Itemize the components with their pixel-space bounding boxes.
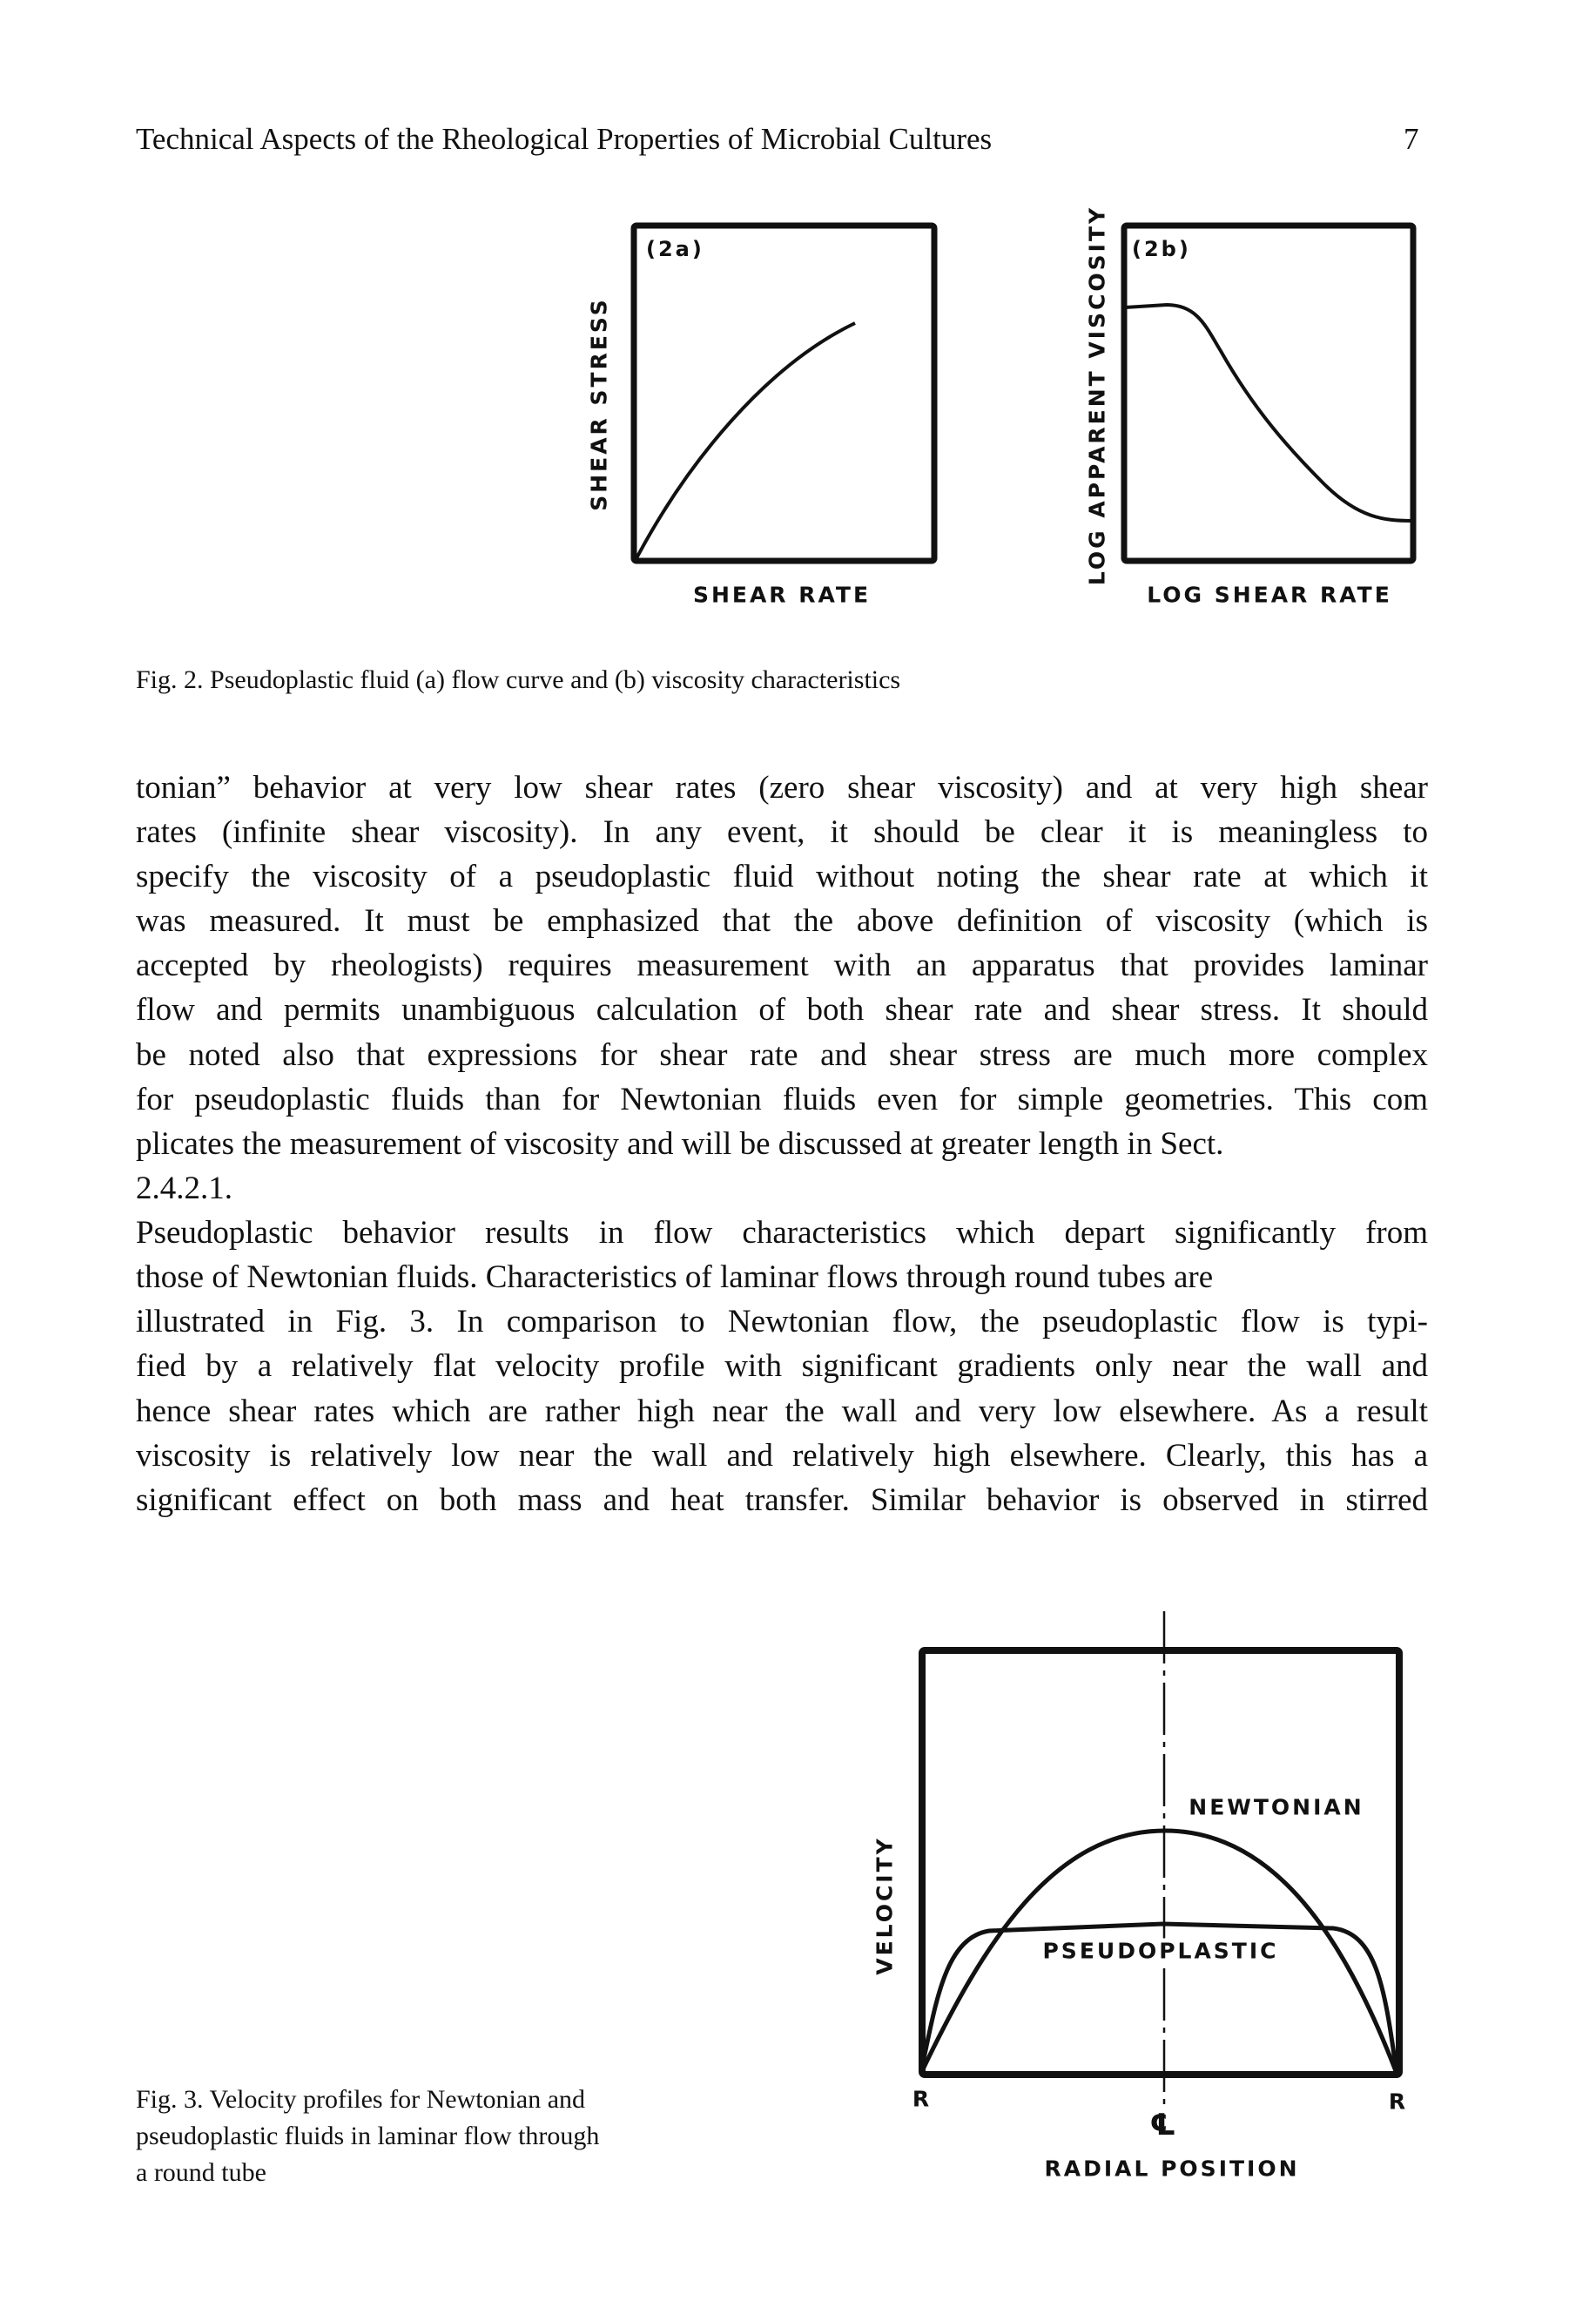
fig2-caption: Fig. 2. Pseudoplastic fluid (a) flow curve and (b) viscosity characteristics: [136, 665, 901, 694]
fig3-centerline-symbol: ℄: [1149, 2108, 1179, 2142]
text-line: was measured. It must be emphasized that the above definition of viscosity (which is: [136, 903, 1428, 939]
fig2a-y-axis-label: SHEAR STRESS: [586, 297, 612, 511]
fig2b-viscosity-curve: [1125, 305, 1412, 521]
fig3-right-r-label: R: [1388, 2088, 1409, 2115]
text-line: accepted by rheologists) requires measurement with an apparatus that provides laminar: [136, 948, 1428, 983]
text-line: illustrated in Fig. 3. In comparison to Newtonian flow, the pseudoplastic flow is typi-: [136, 1304, 1428, 1339]
running-title: Technical Aspects of the Rheological Properties of Microbial Cultures: [136, 122, 993, 156]
fig2a-x-axis-label: SHEAR RATE: [692, 582, 872, 608]
fig3-pseudoplastic-label: PSEUDOPLASTIC: [1039, 1939, 1282, 1964]
fig3-caption: [136, 2082, 599, 2191]
fig2a-panel-label: (2a): [646, 237, 704, 261]
figure-3: [922, 1611, 1399, 2139]
fig2b-y-axis-label: LOG APPARENT VISCOSITY: [1084, 205, 1110, 586]
text-line: Pseudoplastic behavior results in flow characteristics which depart significantly from: [136, 1215, 1428, 1251]
fig2b-panel-label: (2b): [1132, 237, 1191, 261]
text-line: significant effect on both mass and heat transfer. Similar behavior is observed in stirred: [136, 1482, 1428, 1518]
text-line: viscosity is relatively low near the wall and relatively high elsewhere. Clearly, this has a: [136, 1438, 1428, 1474]
page-number: 7: [1404, 122, 1419, 156]
fig3-caption-line: a round tube: [136, 2158, 266, 2187]
fig2b-frame: [1124, 226, 1413, 561]
fig3-x-axis-label: RADIAL POSITION: [1044, 2156, 1300, 2182]
fig2b-x-axis-label: LOG SHEAR RATE: [1147, 582, 1392, 608]
text-line: be noted also that expressions for shear rate and shear stress are much more complex: [136, 1037, 1428, 1073]
fig3-frame: [922, 1650, 1399, 2075]
fig3-newtonian-label: NEWTONIAN: [1189, 1794, 1364, 1820]
fig2a-flow-curve: [636, 323, 855, 558]
text-line: specify the viscosity of a pseudoplastic fluid without noting the shear rate at which it: [136, 859, 1428, 894]
fig3-left-r-label: R: [912, 2086, 933, 2112]
text-line: tonian” behavior at very low shear rates (zero shear viscosity) and at very high shear: [136, 770, 1428, 806]
text-line: those of Newtonian fluids. Characteristics of laminar flows through round tubes are: [136, 1259, 1214, 1295]
figure-2a: [634, 226, 934, 561]
text-line: flow and permits unambiguous calculation of both shear rate and shear stress. It should: [136, 992, 1428, 1028]
text-line: 2.4.2.1.: [136, 1171, 232, 1206]
fig3-caption-line: pseudoplastic fluids in laminar flow through: [136, 2122, 600, 2150]
fig3-caption-line: Fig. 3. Velocity profiles for Newtonian and: [136, 2085, 586, 2114]
text-line: hence shear rates which are rather high near the wall and very low elsewhere. As a result: [136, 1393, 1428, 1429]
text-line: rates (infinite shear viscosity). In any event, it should be clear it is meaningless to: [136, 814, 1428, 850]
fig3-y-axis-label: VELOCITY: [872, 1836, 898, 1975]
fig2a-frame: [634, 226, 934, 561]
text-line: plicates the measurement of viscosity and will be discussed at greater length in Sect.: [136, 1126, 1224, 1162]
text-line: fied by a relatively flat velocity profile with significant gradients only near the wall and: [136, 1348, 1428, 1384]
figure-2b: [1124, 226, 1413, 561]
text-line: for pseudoplastic fluids than for Newtonian fluids even for simple geometries. This com: [136, 1082, 1428, 1117]
